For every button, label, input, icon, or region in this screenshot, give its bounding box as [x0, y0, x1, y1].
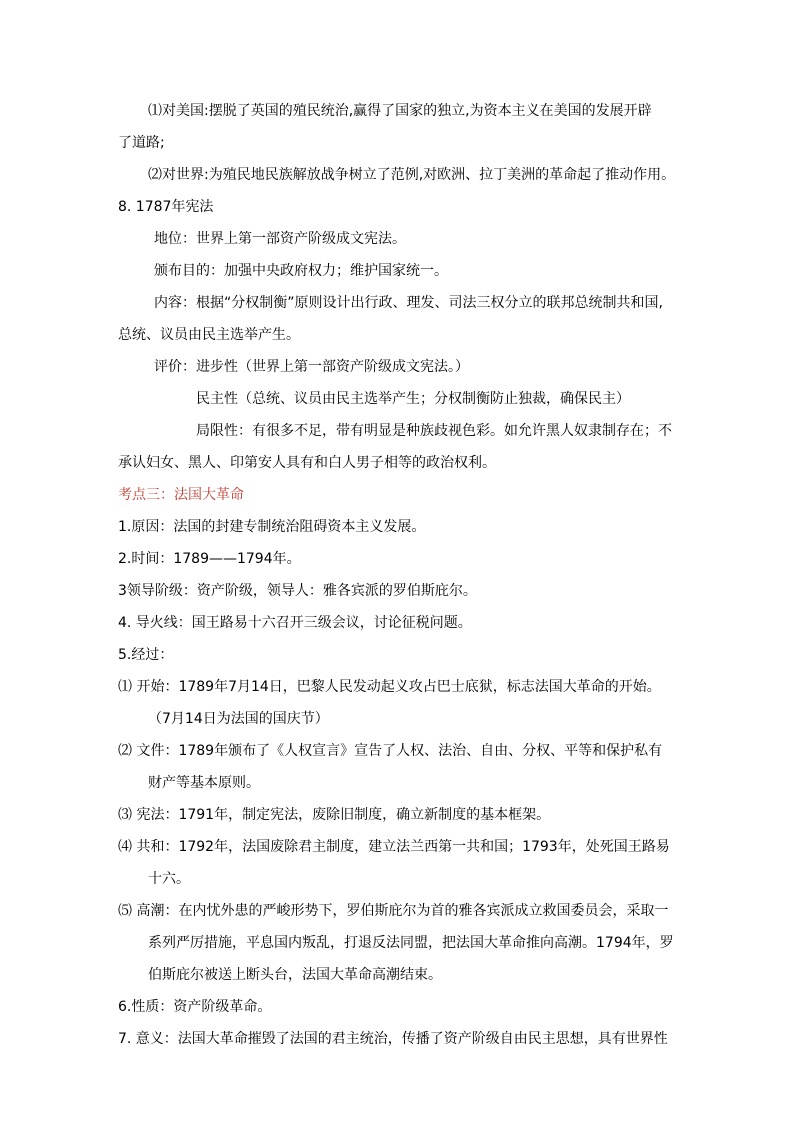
text-line: 7. 意义：法国大革命摧毁了法国的君主统治，传播了资产阶级自由民主思想，具有世界性	[118, 1031, 668, 1047]
text-line: 6.性质：资产阶级革命。	[118, 999, 272, 1015]
text-line: 财产等基本原则。	[148, 775, 260, 791]
text-line: ⑸ 高潮：在内忧外患的严峻形势下，罗伯斯庇尔为首的雅各宾派成立救国委员会，采取一	[118, 903, 669, 919]
text-line: 内容：根据“分权制衡”原则设计出行政、理发、司法三权分立的联邦总统制共和国,	[154, 295, 663, 311]
text-line: 评价：进步性（世界上第一部资产阶级成文宪法。）	[154, 359, 469, 375]
text-line: ⑷ 共和：1792年，法国废除君主制度，建立法兰西第一共和国；1793年，处死国王路易	[118, 839, 670, 855]
text-line: 颁布目的：加强中央政府权力；维护国家统一。	[154, 263, 448, 279]
text-line: 3领导阶级：资产阶级，领导人：雅各宾派的罗伯斯庇尔。	[118, 583, 477, 599]
text-line: ⑵对世界:为殖民地民族解放战争树立了范例,对欧洲、拉丁美洲的革命起了推动作用。	[148, 167, 676, 183]
text-line: 4. 导火线：国王路易十六召开三级会议，讨论征税问题。	[118, 615, 472, 631]
text-line: 民主性（总统、议员由民主选举产生；分权制衡防止独裁，确保民主）	[196, 391, 630, 407]
text-line: 地位：世界上第一部资产阶级成文宪法。	[154, 231, 406, 247]
text-line: 承认妇女、黑人、印第安人具有和白人男子相等的政治权利。	[118, 455, 496, 471]
text-line: 5.经过：	[118, 647, 174, 663]
section-heading-red: 考点三：法国大革命	[118, 487, 244, 503]
text-line: 十六。	[148, 871, 190, 887]
text-line: ⑴ 开始：1789年7月14日，巴黎人民发动起义攻占巴士底狱，标志法国大革命的开始。	[118, 679, 661, 695]
text-line: 1.原因：法国的封建专制统治阻碍资本主义发展。	[118, 519, 426, 535]
text-line: ⑶ 宪法：1791年，制定宪法，废除旧制度，确立新制度的基本框架。	[118, 807, 551, 823]
text-line: ⑵ 文件：1789年颁布了《人权宣言》宣告了人权、法治、自由、分权、平等和保护私有	[118, 743, 663, 759]
text-line: 了道路;	[118, 135, 165, 151]
text-line: （7月14日为法国的国庆节）	[148, 711, 329, 727]
text-line: ⑴对美国:摆脱了英国的殖民统治,赢得了国家的独立,为资本主义在美国的发展开辟	[148, 103, 652, 119]
text-line: 伯斯庇尔被送上断头台，法国大革命高潮结束。	[148, 967, 442, 983]
text-line: 局限性：有很多不足，带有明显是种族歧视色彩。如允许黑人奴隶制存在；不	[196, 423, 672, 439]
text-line: 系列严厉措施，平息国内叛乱，打退反法同盟，把法国大革命推向高潮。1794年，罗	[148, 935, 674, 951]
section-heading: 8. 1787年宪法	[118, 199, 214, 215]
text-line: 2.时间：1789——1794年。	[118, 551, 301, 567]
text-line: 总统、议员由民主选举产生。	[118, 327, 300, 343]
